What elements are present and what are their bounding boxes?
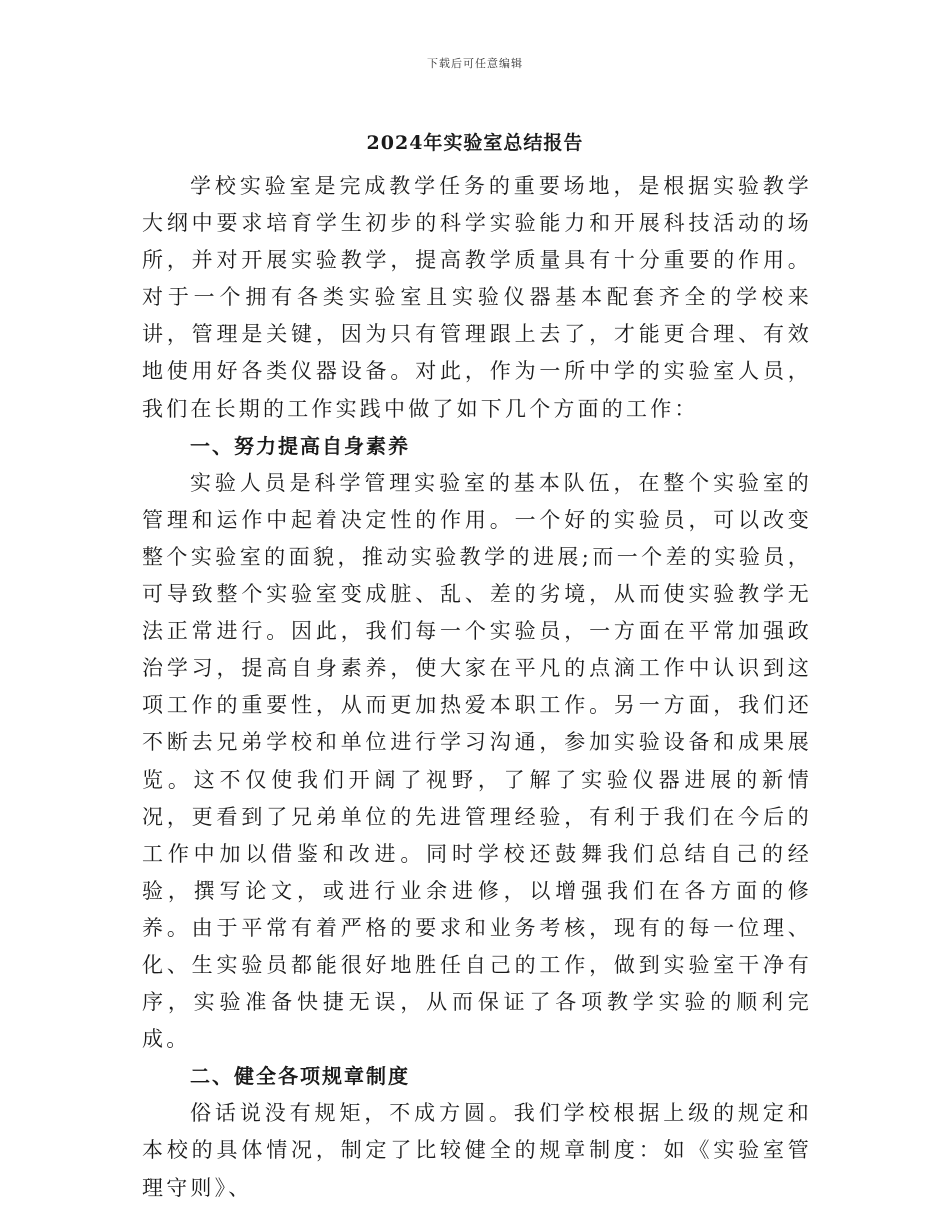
document-body	[142, 168, 812, 1207]
section-2-paragraph: 俗话说没有规矩，不成方圆。我们学校根据上级的规定和本校的具体情况，制定了比较健全的规章制度：如《实验室管理守则》、	[142, 1101, 812, 1200]
section-heading-1: 一、努力提高自身素养	[190, 433, 410, 458]
section-1-paragraph: 实验人员是科学管理实验室的基本队伍，在整个实验室的管理和运作中起着决定性的作用。一个好的实验员，可以改变整个实验室的面貌，推动实验教学的进展;而一个差的实验员，可导致整个实验室变成脏、乱、差的劣境，从而使实验教学无法正常进行。因此，我们每一个实验员，一方面在平常加强政治学习，提高自身素养，使大家在平凡的点滴工作中认识到这项工作的重要性，从而更加热爱本职工作。另一方面，我们还不断去兄弟学校和单位进行学习沟通，参加实验设备和成果展览。这不仅使我们开阔了视野，了解了实验仪器进展的新情况，更看到了兄弟单位的先进管理经验，有利于我们在今后的工作中加以借鉴和改进。同时学校还鼓舞我们总结自己的经验，撰写论文，或进行业余进修，以增强我们在各方面的修养。由于平常有着严格的要求和业务考核，现有的每一位理、化、生实验员都能很好地胜任自己的工作，做到实验室干净有序，实验准备快捷无误，从而保证了各项教学实验的顺利完成。	[142, 470, 812, 1052]
intro-paragraph: 学校实验室是完成教学任务的重要场地，是根据实验教学大纲中要求培育学生初步的科学实验能力和开展科技活动的场所，并对开展实验教学，提高教学质量具有十分重要的作用。对于一个拥有各类实验室且实验仪器基本配套齐全的学校来讲，管理是关键，因为只有管理跟上去了，才能更合理、有效地使用好各类仪器设备。对此，作为一所中学的实验室人员，我们在长期的工作实践中做了如下几个方面的工作：	[142, 174, 812, 421]
section-heading-2: 二、健全各项规章制度	[190, 1064, 410, 1089]
header-note: 下载后可任意编辑	[427, 57, 523, 70]
document-title: 2024年实验室总结报告	[366, 132, 584, 154]
